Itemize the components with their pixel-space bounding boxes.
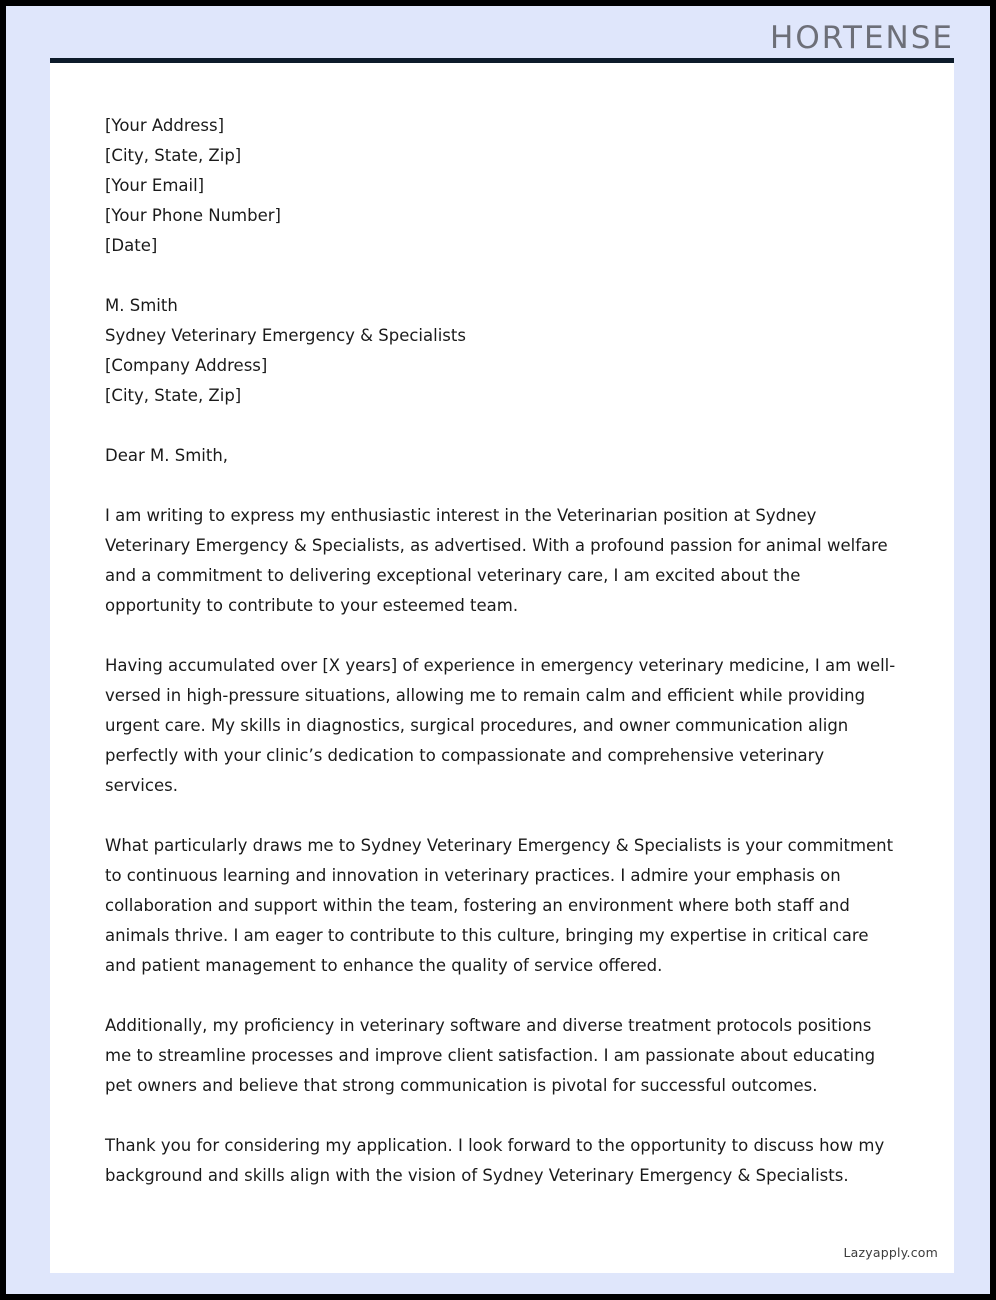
brand-title: HORTENSE <box>770 20 954 56</box>
letter-paragraph: Additionally, my proficiency in veterinary software and diverse treatment protocols positions me to streamline processes and improve client satisfaction. I am passionate about educating pet owners and believe that strong communication is pivotal for successful outcomes. <box>105 1016 876 1095</box>
watermark-label: Lazyapply.com <box>843 1245 938 1260</box>
sender-line: [Your Email] <box>105 176 205 195</box>
letter-paragraph: What particularly draws me to Sydney Veterinary Emergency & Specialists is your commitment to continuous learning and innovation in veterinary practices. I admire your emphasis on collaboration and support within the team, fostering an environment where both staff and animals thrive. I am eager to contribute to this culture, bringing my expertise in critical care and patient management to enhance the quality of service offered. <box>105 836 894 975</box>
recipient-line: M. Smith <box>105 296 178 315</box>
sender-address-block <box>105 111 897 261</box>
letter-paragraph: I am writing to express my enthusiastic interest in the Veterinarian position at Sydney Veterinary Emergency & Specialists, as advertised. With a profound passion for animal welfare and a commitment to delivering exceptional veterinary care, I am excited about the opportunity to contribute to your esteemed team. <box>105 506 888 615</box>
sender-line: [City, State, Zip] <box>105 146 242 165</box>
sender-line: [Date] <box>105 236 158 255</box>
letter-body <box>105 111 897 1221</box>
recipient-line: [Company Address] <box>105 356 268 375</box>
document-header <box>50 12 956 58</box>
sender-line: [Your Address] <box>105 116 225 135</box>
recipient-line: [City, State, Zip] <box>105 386 242 405</box>
recipient-address-block <box>105 291 897 411</box>
letter-paragraph: Having accumulated over [X years] of experience in emergency veterinary medicine, I am well-versed in high-pressure situations, allowing me to remain calm and efficient while providing urgent care. My skills in diagnostics, surgical procedures, and owner communication align perfectly with your clinic’s dedication to compassionate and comprehensive veterinary services. <box>105 656 896 795</box>
sender-line: [Your Phone Number] <box>105 206 281 225</box>
recipient-line: Sydney Veterinary Emergency & Specialists <box>105 326 466 345</box>
cover-letter-sheet <box>50 58 954 1273</box>
salutation: Dear M. Smith, <box>105 446 229 465</box>
letter-paragraph: Thank you for considering my application. I look forward to the opportunity to discuss how my background and skills align with the vision of Sydney Veterinary Emergency & Specialists. <box>105 1136 885 1185</box>
